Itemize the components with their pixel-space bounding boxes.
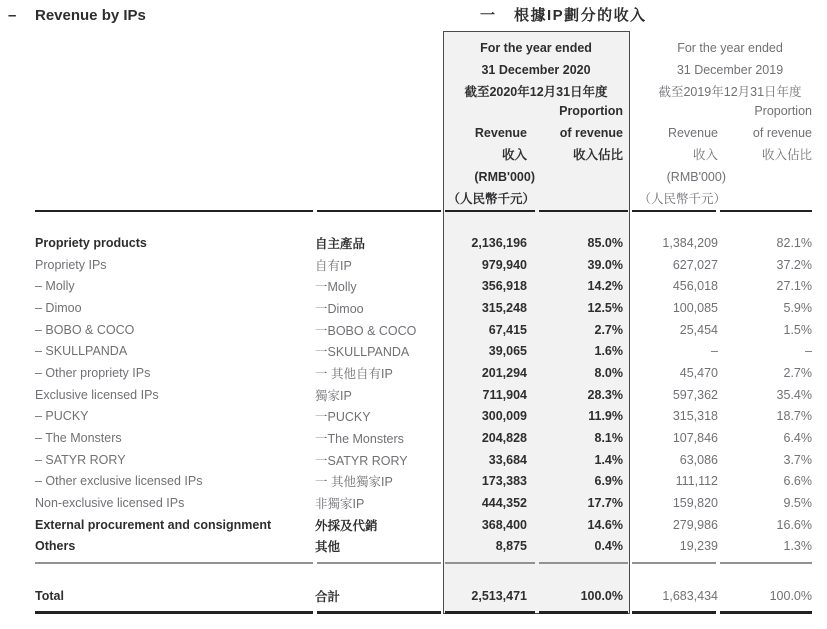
total-revenue-2019: 1,683,434 bbox=[662, 589, 718, 603]
row-revenue-2019: – bbox=[711, 344, 718, 359]
row-proportion-2020: 1.4% bbox=[594, 452, 623, 467]
row-revenue-2019: 279,986 bbox=[672, 517, 718, 532]
row-label-en: – SKULLPANDA bbox=[35, 344, 128, 359]
row-revenue-2019: 159,820 bbox=[672, 496, 718, 511]
total-proportion-2020: 100.0% bbox=[580, 589, 623, 603]
row-label-en: Propriety IPs bbox=[35, 257, 107, 272]
row-label-zh: 其他 bbox=[315, 540, 341, 555]
row-label-zh: 一Dimoo bbox=[315, 301, 364, 316]
col-header-revenue-2019-zh: 收入 bbox=[692, 148, 718, 162]
revenue-table-body bbox=[35, 232, 812, 557]
total-revenue-2020: 2,513,471 bbox=[471, 589, 527, 603]
row-proportion-2020: 17.7% bbox=[587, 496, 623, 511]
col-header-rmb-2019: (RMB'000) bbox=[666, 170, 726, 184]
table-row bbox=[35, 536, 812, 558]
table-row bbox=[35, 384, 812, 406]
col-header-rmb-2019-zh: （人民幣千元） bbox=[638, 192, 726, 206]
row-proportion-2019: 16.6% bbox=[776, 517, 812, 532]
row-label-zh: 外採及代銷 bbox=[315, 518, 378, 533]
row-proportion-2020: 8.1% bbox=[594, 431, 623, 446]
row-label-zh: 一SATYR RORY bbox=[315, 453, 408, 468]
row-revenue-2020: 33,684 bbox=[488, 452, 527, 467]
row-proportion-2019: 82.1% bbox=[776, 235, 812, 250]
table-row bbox=[35, 471, 812, 493]
row-label-zh: 一The Monsters bbox=[315, 432, 404, 447]
col-header-revenue-2020-zh: 收入 bbox=[501, 148, 527, 162]
row-revenue-2020: 711,904 bbox=[482, 387, 527, 402]
total-label-zh: 合計 bbox=[315, 590, 341, 604]
row-label-en: External procurement and consignment bbox=[35, 517, 272, 532]
row-revenue-2020: 368,400 bbox=[481, 517, 527, 532]
col-header-proportion-2020: Proportion bbox=[559, 104, 623, 118]
table-row bbox=[35, 427, 812, 449]
row-label-zh: 一Molly bbox=[315, 280, 357, 295]
row-proportion-2019: 27.1% bbox=[776, 279, 812, 294]
row-proportion-2020: 2.7% bbox=[594, 322, 623, 337]
row-label-en: – The Monsters bbox=[35, 431, 122, 446]
total-row-table bbox=[35, 585, 812, 607]
row-label-zh: 一PUCKY bbox=[315, 410, 371, 425]
total-row bbox=[35, 585, 812, 607]
page-title-en: Revenue by IPs bbox=[35, 7, 146, 24]
revenue-table bbox=[35, 232, 812, 557]
period-2019-line1: For the year ended bbox=[677, 41, 783, 55]
row-label-en: – SATYR RORY bbox=[35, 452, 126, 467]
period-2020-line1: For the year ended bbox=[480, 41, 592, 55]
table-row bbox=[35, 232, 812, 254]
row-revenue-2020: 39,065 bbox=[488, 344, 527, 359]
total-proportion-2019: 100.0% bbox=[769, 589, 812, 603]
row-revenue-2019: 63,086 bbox=[679, 452, 718, 467]
col-header-proportion-2020-zh: 收入佔比 bbox=[572, 148, 623, 162]
row-proportion-2020: 14.2% bbox=[587, 279, 623, 294]
period-2020-line2: 31 December 2020 bbox=[481, 63, 591, 77]
table-row bbox=[35, 362, 812, 384]
table-row bbox=[35, 254, 812, 276]
col-header-revenue-2020: Revenue bbox=[474, 126, 527, 140]
row-revenue-2019: 627,027 bbox=[672, 257, 718, 272]
col-header-revenue-2019: Revenue bbox=[667, 126, 718, 140]
row-label-en: – PUCKY bbox=[35, 409, 89, 424]
row-label-zh: 一SKULLPANDA bbox=[315, 345, 410, 360]
row-label-en: Exclusive licensed IPs bbox=[35, 387, 159, 402]
row-label-en: – Other exclusive licensed IPs bbox=[35, 474, 203, 489]
period-2019-line3: 截至2019年12月31日年度 bbox=[658, 85, 802, 99]
row-revenue-2019: 1,384,209 bbox=[662, 235, 718, 250]
row-revenue-2020: 444,352 bbox=[481, 496, 527, 511]
row-revenue-2020: 356,918 bbox=[481, 279, 527, 294]
row-proportion-2020: 11.9% bbox=[588, 409, 623, 424]
row-revenue-2019: 315,318 bbox=[672, 409, 718, 424]
title-dash-en: – bbox=[8, 7, 17, 24]
row-revenue-2020: 8,875 bbox=[495, 539, 527, 554]
row-revenue-2019: 100,085 bbox=[672, 300, 718, 315]
bottom-rule bbox=[0, 611, 827, 614]
row-revenue-2020: 979,940 bbox=[481, 257, 527, 272]
table-row bbox=[35, 449, 812, 471]
row-proportion-2019: 1.3% bbox=[783, 539, 812, 554]
row-label-zh: 一 其他獨家IP bbox=[315, 475, 393, 490]
period-2019-line2: 31 December 2019 bbox=[676, 63, 784, 77]
total-label-en: Total bbox=[35, 589, 64, 603]
row-proportion-2019: 37.2% bbox=[776, 257, 812, 272]
row-revenue-2019: 111,112 bbox=[675, 474, 718, 489]
row-label-en: Propriety products bbox=[35, 235, 147, 250]
row-proportion-2019: 2.7% bbox=[783, 365, 812, 380]
row-label-en: – Other propriety IPs bbox=[35, 365, 151, 380]
row-proportion-2020: 39.0% bbox=[587, 257, 623, 272]
row-label-zh: 自有IP bbox=[315, 258, 352, 273]
row-label-en: Others bbox=[35, 539, 76, 554]
row-revenue-2020: 67,415 bbox=[488, 322, 527, 337]
col-header-proportion-2019-l2: of revenue bbox=[752, 126, 812, 140]
row-revenue-2019: 19,239 bbox=[679, 539, 718, 554]
row-label-en: – BOBO & COCO bbox=[35, 322, 135, 337]
table-row bbox=[35, 319, 812, 341]
title-dash-zh: 一 bbox=[480, 7, 496, 24]
row-label-zh: 非獨家IP bbox=[315, 497, 365, 512]
row-label-zh: 獨家IP bbox=[315, 388, 352, 403]
row-proportion-2019: 1.5% bbox=[783, 322, 812, 337]
row-proportion-2020: 6.9% bbox=[594, 474, 623, 489]
row-proportion-2020: 14.6% bbox=[587, 517, 623, 532]
row-revenue-2020: 201,294 bbox=[481, 365, 527, 380]
table-row bbox=[35, 297, 812, 319]
row-proportion-2020: 12.5% bbox=[587, 300, 623, 315]
row-revenue-2020: 173,383 bbox=[481, 474, 527, 489]
col-header-proportion-2019: Proportion bbox=[754, 104, 812, 118]
row-proportion-2019: – bbox=[805, 344, 812, 359]
row-proportion-2020: 85.0% bbox=[587, 235, 623, 250]
table-row bbox=[35, 275, 812, 297]
table-row bbox=[35, 492, 812, 514]
row-label-en: Non-exclusive licensed IPs bbox=[35, 496, 185, 511]
row-label-zh: 一BOBO & COCO bbox=[315, 323, 417, 338]
row-proportion-2020: 1.6% bbox=[594, 344, 623, 359]
row-revenue-2020: 204,828 bbox=[481, 431, 527, 446]
row-revenue-2020: 2,136,196 bbox=[471, 235, 527, 250]
period-2020-line3: 截至2020年12月31日年度 bbox=[464, 85, 608, 99]
row-proportion-2019: 35.4% bbox=[776, 387, 812, 402]
table-row bbox=[35, 514, 812, 536]
row-revenue-2019: 107,846 bbox=[672, 431, 718, 446]
row-proportion-2019: 6.6% bbox=[783, 474, 812, 489]
row-proportion-2020: 0.4% bbox=[594, 539, 623, 554]
row-label-zh: 一 其他自有IP bbox=[315, 366, 393, 381]
col-header-rmb-2020: (RMB'000) bbox=[474, 170, 535, 184]
header-rule bbox=[0, 210, 827, 213]
row-proportion-2019: 6.4% bbox=[783, 431, 812, 446]
row-label-en: – Dimoo bbox=[35, 300, 82, 315]
row-proportion-2019: 3.7% bbox=[783, 452, 812, 467]
table-row bbox=[35, 340, 812, 362]
row-proportion-2020: 8.0% bbox=[594, 365, 623, 380]
row-proportion-2019: 18.7% bbox=[776, 409, 812, 424]
total-separator-rule bbox=[0, 562, 827, 564]
col-header-proportion-2020-l2: of revenue bbox=[559, 126, 623, 140]
page-title-zh: 根據IP劃分的收入 bbox=[514, 7, 647, 24]
table-row bbox=[35, 406, 812, 428]
row-label-zh: 自主產品 bbox=[315, 236, 366, 251]
row-revenue-2020: 315,248 bbox=[481, 300, 527, 315]
row-revenue-2020: 300,009 bbox=[481, 409, 527, 424]
col-header-proportion-2019-zh: 收入佔比 bbox=[761, 148, 812, 162]
row-proportion-2019: 5.9% bbox=[783, 300, 812, 315]
row-revenue-2019: 25,454 bbox=[679, 322, 718, 337]
row-revenue-2019: 597,362 bbox=[672, 387, 718, 402]
row-proportion-2019: 9.5% bbox=[783, 496, 812, 511]
row-proportion-2020: 28.3% bbox=[587, 387, 623, 402]
col-header-rmb-2020-zh: （人民幣千元） bbox=[447, 192, 535, 206]
row-label-en: – Molly bbox=[35, 279, 75, 294]
row-revenue-2019: 456,018 bbox=[672, 279, 718, 294]
row-revenue-2019: 45,470 bbox=[679, 365, 718, 380]
